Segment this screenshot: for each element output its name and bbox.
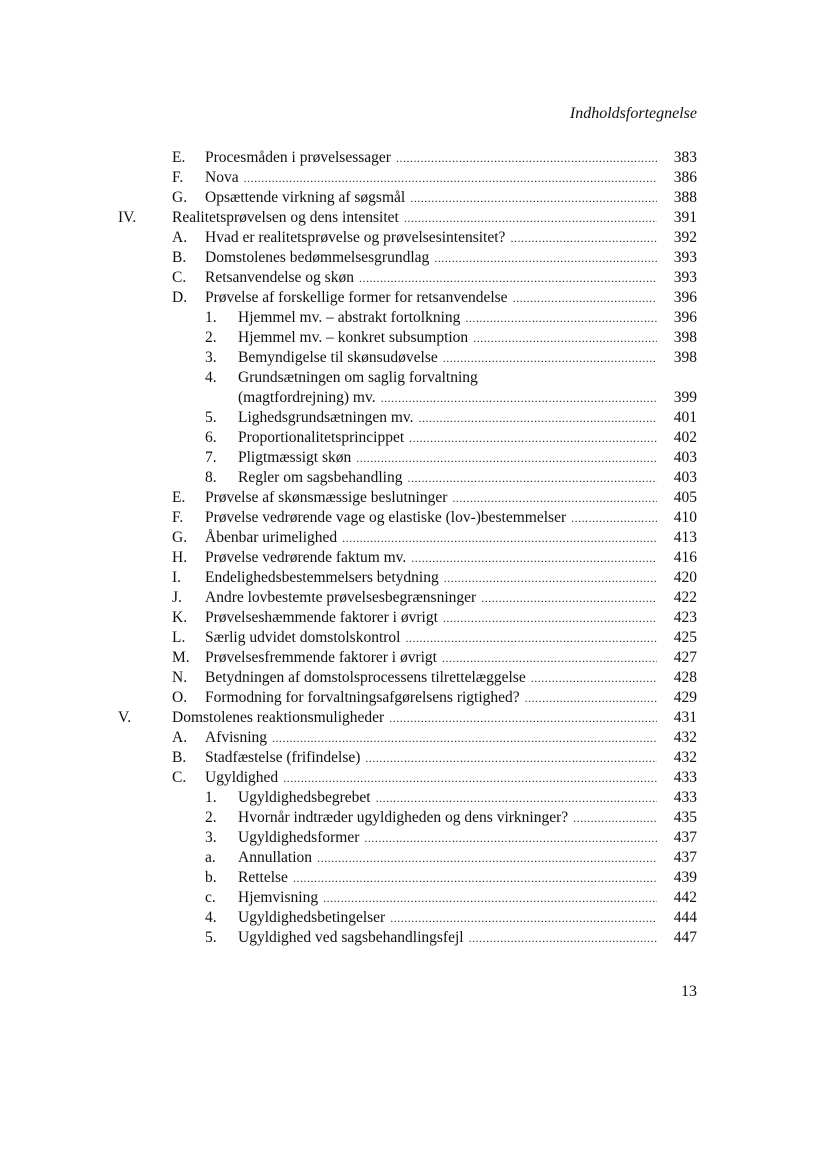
toc-entry[interactable] xyxy=(0,228,827,248)
toc-entry-title xyxy=(205,568,661,588)
toc-entry-number: C. xyxy=(172,769,187,786)
toc-entry-page: 393 xyxy=(673,249,697,266)
dot-leader xyxy=(364,828,657,848)
toc-entry-number: C. xyxy=(172,269,187,286)
toc-entry[interactable] xyxy=(0,308,827,328)
toc-entry-title-text: Ugyldighedsbegrebet xyxy=(238,789,371,806)
toc-entry-title xyxy=(238,468,661,488)
toc-entry[interactable] xyxy=(0,588,827,608)
toc-entry-page: 432 xyxy=(673,749,697,766)
dot-leader xyxy=(272,728,657,748)
toc-entry-title xyxy=(205,608,661,628)
toc-entry[interactable] xyxy=(0,168,827,188)
toc-entry-number: D. xyxy=(172,289,188,306)
toc-entry-page: 437 xyxy=(673,849,697,866)
toc-entry-title xyxy=(205,748,661,768)
toc-entry-page: 392 xyxy=(673,229,697,246)
toc-entry[interactable] xyxy=(0,748,827,768)
dot-leader xyxy=(404,208,657,228)
toc-entry-page: 423 xyxy=(673,609,697,626)
toc-entry-page: 403 xyxy=(673,449,697,466)
toc-entry[interactable] xyxy=(0,148,827,168)
toc-entry-page: 393 xyxy=(673,269,697,286)
toc-entry-title-text: Stadfæstelse (frifindelse) xyxy=(205,749,361,766)
dot-leader xyxy=(323,888,657,908)
toc-entry[interactable] xyxy=(0,728,827,748)
toc-entry-title-text: Rettelse xyxy=(238,869,288,886)
toc-entry[interactable] xyxy=(0,188,827,208)
toc-entry[interactable] xyxy=(0,528,827,548)
toc-entry-title-text: Prøvelse vedrørende vage og elastiske (lov-)bestemmelser xyxy=(205,509,567,526)
toc-entry-page: 420 xyxy=(673,569,697,586)
toc-entry-page: 402 xyxy=(673,429,697,446)
toc-entry-title-text: Lighedsgrundsætningen mv. xyxy=(238,409,414,426)
toc-entry-title-text: Andre lovbestemte prøvelsesbegrænsninger xyxy=(205,589,477,606)
toc-entry-number: A. xyxy=(172,729,188,746)
toc-entry-number: E. xyxy=(172,149,186,166)
toc-entry-number: 7. xyxy=(205,449,217,466)
toc-entry-page: 388 xyxy=(673,189,697,206)
toc-entry[interactable] xyxy=(0,848,827,868)
toc-entry-title xyxy=(238,368,661,388)
page-number: 13 xyxy=(681,983,697,1000)
dot-leader xyxy=(396,148,657,168)
toc-entry-title-text: Pligtmæssigt skøn xyxy=(238,449,352,466)
toc-entry-page: 416 xyxy=(673,549,697,566)
toc-entry-title xyxy=(238,808,661,828)
dot-leader xyxy=(443,608,657,628)
toc-entry-title xyxy=(238,348,661,368)
toc-entry-number: B. xyxy=(172,749,187,766)
toc-entry-title xyxy=(238,888,661,908)
toc-entry-page: 447 xyxy=(673,929,697,946)
dot-leader xyxy=(283,768,657,788)
toc-entry-page: 391 xyxy=(673,209,697,226)
toc-entry-title-text: Ugyldighedsformer xyxy=(238,829,360,846)
toc-entry-number: V. xyxy=(118,709,132,726)
toc-entry-number: 4. xyxy=(205,369,217,386)
toc-entry-title xyxy=(238,408,661,428)
toc-entry-title-text: Særlig udvidet domstolskontrol xyxy=(205,629,401,646)
toc-entry-title xyxy=(238,448,661,468)
toc-entry-number: J. xyxy=(172,589,182,606)
toc-entry-title-text: Prøvelsesfremmende faktorer i øvrigt xyxy=(205,649,437,666)
toc-entry-title xyxy=(205,488,661,508)
toc-entry-page: 439 xyxy=(673,869,697,886)
toc-entry-page: 422 xyxy=(673,589,697,606)
toc-entry[interactable] xyxy=(0,608,827,628)
toc-entry-title-text: Bemyndigelse til skønsudøvelse xyxy=(238,349,438,366)
toc-entry-page: 396 xyxy=(673,289,697,306)
toc-entry-number: F. xyxy=(172,169,184,186)
toc-entry[interactable] xyxy=(0,628,827,648)
toc-entry-title-text: Proportionalitetsprincippet xyxy=(238,429,405,446)
running-header: Indholdsfortegnelse xyxy=(569,105,697,122)
toc-entry-number: 1. xyxy=(205,309,217,326)
toc-entry[interactable] xyxy=(0,868,827,888)
toc-entry-page: 410 xyxy=(673,509,697,526)
toc-entry[interactable] xyxy=(0,348,827,368)
toc-entry-title-text: Åbenbar urimelighed xyxy=(205,529,338,546)
toc-entry-number: E. xyxy=(172,489,186,506)
toc-entry-page: 431 xyxy=(673,709,697,726)
toc-entry-number: 8. xyxy=(205,469,217,486)
dot-leader xyxy=(443,348,657,368)
toc-entry-title xyxy=(205,648,661,668)
toc-entry-title-text: Grundsætningen om saglig forvaltning xyxy=(238,369,478,386)
toc-entry-title xyxy=(238,388,661,408)
toc-entry-number: 5. xyxy=(205,929,217,946)
toc-entry-page: 425 xyxy=(673,629,697,646)
dot-leader xyxy=(434,248,657,268)
dot-leader xyxy=(409,428,657,448)
toc-entry-title xyxy=(205,508,661,528)
toc-entry-page: 429 xyxy=(673,689,697,706)
toc-entry-title xyxy=(205,248,661,268)
dot-leader xyxy=(359,268,657,288)
toc-entry-title xyxy=(205,688,661,708)
toc-entry-title xyxy=(205,288,661,308)
toc-entry-title-text: Hvornår indtræder ugyldigheden og dens virkninger? xyxy=(238,809,569,826)
toc-entry-title-text: Opsættende virkning af søgsmål xyxy=(205,189,406,206)
dot-leader xyxy=(510,228,657,248)
toc-entry-number: H. xyxy=(172,549,188,566)
dot-leader xyxy=(410,188,657,208)
toc-entry-page: 405 xyxy=(673,489,697,506)
toc-entry-title xyxy=(205,668,661,688)
toc-entry-title-text: Regler om sagsbehandling xyxy=(238,469,403,486)
toc-entry-title xyxy=(205,588,661,608)
toc-entry-number: G. xyxy=(172,529,188,546)
toc-entry[interactable] xyxy=(0,668,827,688)
toc-entry-number: I. xyxy=(172,569,182,586)
dot-leader xyxy=(452,488,657,508)
toc-entry-number: L. xyxy=(172,629,186,646)
toc-entry-title xyxy=(205,268,661,288)
toc-entry-title-text: Prøvelseshæmmende faktorer i øvrigt xyxy=(205,609,438,626)
dot-leader xyxy=(444,568,657,588)
toc-entry-title xyxy=(205,768,661,788)
dot-leader xyxy=(571,508,657,528)
dot-leader xyxy=(419,408,657,428)
toc-entry-page: 383 xyxy=(673,149,697,166)
dot-leader xyxy=(531,668,657,688)
toc-entry-title xyxy=(205,528,661,548)
dot-leader xyxy=(365,748,657,768)
dot-leader xyxy=(573,808,657,828)
toc-entry-page: 433 xyxy=(673,769,697,786)
toc-entry-title xyxy=(238,848,661,868)
toc-entry-page: 386 xyxy=(673,169,697,186)
toc-entry-title xyxy=(238,928,661,948)
toc-entry[interactable] xyxy=(0,388,827,408)
toc-entry[interactable] xyxy=(0,928,827,948)
dot-leader xyxy=(411,548,657,568)
toc-entry-title xyxy=(238,428,661,448)
toc-entry-title xyxy=(205,728,661,748)
toc-entry-title-text: Annullation xyxy=(238,849,313,866)
toc-entry-title-text: Formodning for forvaltningsafgørelsens rigtighed? xyxy=(205,689,520,706)
toc-entry-title xyxy=(238,308,661,328)
dot-leader xyxy=(407,468,657,488)
toc-entry[interactable] xyxy=(0,268,827,288)
toc-entry-number: 2. xyxy=(205,329,217,346)
toc-entry[interactable] xyxy=(0,908,827,928)
toc-entry-title xyxy=(238,328,661,348)
toc-entry-title-text: Domstolenes reaktionsmuligheder xyxy=(172,709,385,726)
toc-entry-title-text: Hvad er realitetsprøvelse og prøvelsesintensitet? xyxy=(205,229,506,246)
dot-leader xyxy=(317,848,657,868)
dot-leader xyxy=(390,908,657,928)
toc-entry[interactable] xyxy=(0,468,827,488)
toc-entry-number: IV. xyxy=(118,209,137,226)
toc-entry-title xyxy=(205,628,661,648)
toc-entry-title xyxy=(172,208,661,228)
toc-entry[interactable] xyxy=(0,488,827,508)
toc-entry-page: 398 xyxy=(673,329,697,346)
toc-entry[interactable] xyxy=(0,788,827,808)
toc-entry-number: 3. xyxy=(205,829,217,846)
toc-entry-title xyxy=(205,188,661,208)
toc-entry[interactable] xyxy=(0,808,827,828)
toc-entry-number: 1. xyxy=(205,789,217,806)
toc-entry-page: 398 xyxy=(673,349,697,366)
dot-leader xyxy=(513,288,657,308)
toc-entry-title-text: Afvisning xyxy=(205,729,267,746)
toc-entry-title xyxy=(172,708,661,728)
toc-entry-page: 399 xyxy=(673,389,697,406)
dot-leader xyxy=(405,628,657,648)
toc-entry-title-text: Prøvelse vedrørende faktum mv. xyxy=(205,549,407,566)
toc-entry[interactable] xyxy=(0,888,827,908)
dot-leader xyxy=(244,168,657,188)
toc-entry-number: N. xyxy=(172,669,188,686)
dot-leader xyxy=(342,528,657,548)
toc-entry[interactable] xyxy=(0,508,827,528)
toc-entry[interactable] xyxy=(0,428,827,448)
toc-entry-page: 437 xyxy=(673,829,697,846)
dot-leader xyxy=(442,648,657,668)
toc-entry[interactable] xyxy=(0,328,827,348)
toc-entry-title xyxy=(238,908,661,928)
dot-leader xyxy=(389,708,657,728)
toc-entry-title xyxy=(238,868,661,888)
toc-entry-title-text: Domstolenes bedømmelsesgrundlag xyxy=(205,249,430,266)
dot-leader xyxy=(376,788,657,808)
toc-entry-number: M. xyxy=(172,649,190,666)
toc-entry-title xyxy=(205,548,661,568)
dot-leader xyxy=(465,308,657,328)
dot-leader xyxy=(293,868,657,888)
dot-leader xyxy=(381,388,657,408)
toc-entry-number: G. xyxy=(172,189,188,206)
toc-entry-title-text: Endelighedsbestemmelsers betydning xyxy=(205,569,439,586)
toc-entry-title-text: Prøvelse af skønsmæssige beslutninger xyxy=(205,489,448,506)
toc-entry-number: 3. xyxy=(205,349,217,366)
toc-entry[interactable] xyxy=(0,208,827,228)
toc-entry-title-text: Retsanvendelse og skøn xyxy=(205,269,354,286)
toc-entry-title-text: Ugyldighedsbetingelser xyxy=(238,909,386,926)
dot-leader xyxy=(469,928,657,948)
toc-entry-title-text: Prøvelse af forskellige former for retsanvendelse xyxy=(205,289,508,306)
toc-entry-page: 427 xyxy=(673,649,697,666)
toc-entry[interactable] xyxy=(0,648,827,668)
toc-entry[interactable] xyxy=(0,408,827,428)
toc-entry-page: 435 xyxy=(673,809,697,826)
toc-entry-title-text: Procesmåden i prøvelsessager xyxy=(205,149,391,166)
toc-entry[interactable] xyxy=(0,688,827,708)
toc-entry[interactable] xyxy=(0,828,827,848)
toc-entry-number: A. xyxy=(172,229,188,246)
toc-entry-page: 428 xyxy=(673,669,697,686)
toc-entry-number: b. xyxy=(205,869,217,886)
toc-entry-title-text: Hjemvisning xyxy=(238,889,319,906)
toc-entry-title-text: Hjemmel mv. – konkret subsumption xyxy=(238,329,469,346)
toc-entry-title xyxy=(205,228,661,248)
toc-entry-number: 4. xyxy=(205,909,217,926)
toc-entry-number: O. xyxy=(172,689,188,706)
dot-leader xyxy=(525,688,657,708)
toc-entry-title xyxy=(238,788,661,808)
toc-entry-title-text: (magtfordrejning) mv. xyxy=(238,389,376,406)
toc-entry-page: 432 xyxy=(673,729,697,746)
toc-entry-page: 433 xyxy=(673,789,697,806)
toc-entry[interactable] xyxy=(0,368,827,388)
toc-entry-title xyxy=(238,828,661,848)
toc-entry-title xyxy=(205,148,661,168)
toc-entry-page: 403 xyxy=(673,469,697,486)
toc-entry-page: 444 xyxy=(673,909,697,926)
dot-leader xyxy=(481,588,657,608)
toc-entry-page: 396 xyxy=(673,309,697,326)
toc-entry[interactable] xyxy=(0,448,827,468)
toc-entry-number: 2. xyxy=(205,809,217,826)
dot-leader xyxy=(473,328,657,348)
toc-entry-title-text: Hjemmel mv. – abstrakt fortolkning xyxy=(238,309,461,326)
toc-entry[interactable] xyxy=(0,288,827,308)
toc-entry-page: 401 xyxy=(673,409,697,426)
toc-entry-title-text: Betydningen af domstolsprocessens tilrettelæggelse xyxy=(205,669,526,686)
dot-leader xyxy=(356,448,657,468)
toc-entry-number: a. xyxy=(205,849,216,866)
toc-entry-number: F. xyxy=(172,509,184,526)
toc-entry-title-text: Nova xyxy=(205,169,239,186)
toc-entry[interactable] xyxy=(0,708,827,728)
toc-entry-title xyxy=(205,168,661,188)
toc-entry-title-text: Realitetsprøvelsen og dens intensitet xyxy=(172,209,399,226)
toc-entry-title-text: Ugyldighed xyxy=(205,769,279,786)
toc-entry-page: 413 xyxy=(673,529,697,546)
toc-entry-title-text: Ugyldighed ved sagsbehandlingsfejl xyxy=(238,929,464,946)
toc-entry-page: 442 xyxy=(673,889,697,906)
toc-entry-number: c. xyxy=(205,889,216,906)
toc-entry[interactable] xyxy=(0,548,827,568)
toc-entry-number: 5. xyxy=(205,409,217,426)
toc-entry-number: 6. xyxy=(205,429,217,446)
toc-entry[interactable] xyxy=(0,248,827,268)
toc-entry-number: B. xyxy=(172,249,187,266)
toc-entry[interactable] xyxy=(0,568,827,588)
toc-entry[interactable] xyxy=(0,768,827,788)
toc-entry-number: K. xyxy=(172,609,188,626)
